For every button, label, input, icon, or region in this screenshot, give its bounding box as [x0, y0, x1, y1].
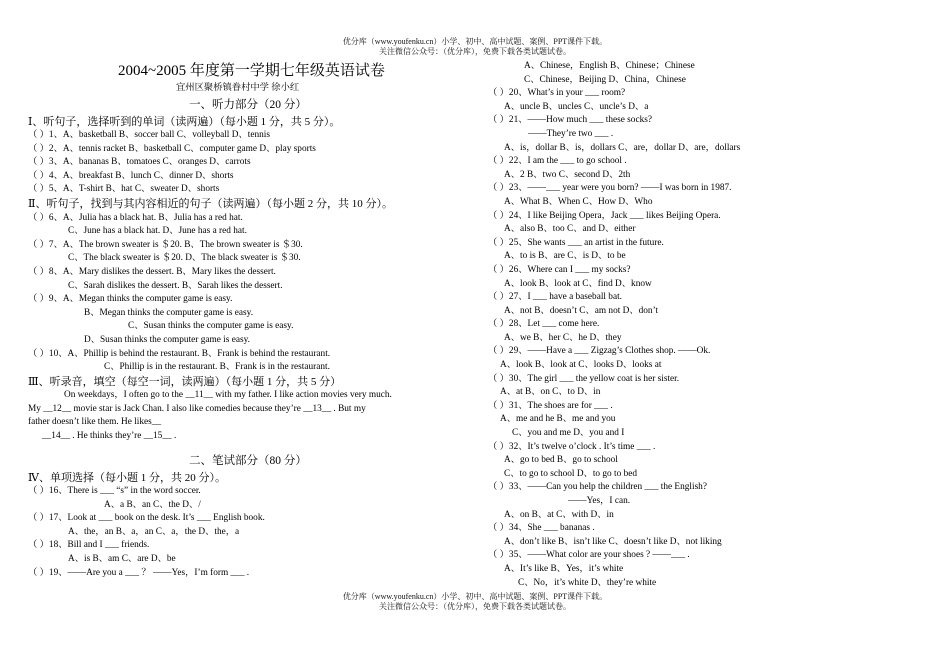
question-line: A、me and he B、me and you	[500, 414, 616, 425]
left-column	[28, 60, 468, 580]
question-line: （ ）10、A、Phillip is behind the restaurant. B、Frank is behind the restaurant.	[28, 348, 331, 359]
question-line: C、June has a black hat. D、June has a red hat.	[68, 226, 247, 237]
question-line: B、Megan thinks the computer game is easy.	[84, 307, 254, 318]
part-heading: Ⅳ、单项选择（每小题 1 分，共 20 分）。	[28, 471, 226, 484]
question-line: （ ）20、What’s in your ___ room?	[488, 88, 626, 99]
footer-line-1: 优分库（www.youfenku.cn）小学、初中、高中试题、案例、PPT课件下载。	[342, 592, 608, 601]
question-line: （ ）24、I like Beijing Opera，Jack ___ likes Beijing Opera.	[488, 210, 721, 221]
section-heading: 二、笔试部分（80 分）	[189, 454, 307, 467]
question-line: （ ）29、——Have a ___ Zigzag’s Clothes shop. ——Ok.	[488, 346, 711, 357]
question-line: （ ）33、——Can you help the children ___ the English?	[488, 482, 707, 493]
question-line: （ ）25、She wants ___ an artist in the future.	[488, 237, 664, 248]
question-line: （ ）27、I ___ have a baseball bat.	[488, 292, 622, 303]
question-line: C、Sarah dislikes the dessert. B、Sarah likes the dessert.	[68, 280, 283, 291]
question-line: （ ）9、A、Megan thinks the computer game is easy.	[28, 294, 233, 305]
question-line: （ ）22、I am the ___ to go school .	[488, 156, 627, 167]
question-line: A、the，an B、a，an C、a，the D、the，a	[68, 526, 240, 537]
question-line: （ ）8、A、Mary dislikes the dessert. B、Mary likes the dessert.	[28, 266, 276, 277]
question-line: C、Susan thinks the computer game is easy.	[128, 321, 294, 332]
question-line: （ ）31、The shoes are for ___ .	[488, 400, 613, 411]
question-line: （ ）4、A、breakfast B、lunch C、dinner D、shorts	[28, 170, 234, 181]
part-heading: Ⅲ、听录音，填空（每空一词，读两遍）（每小题 1 分，共 5 分）	[28, 375, 342, 388]
question-line: A、Chinese，English B、Chinese；Chinese	[524, 61, 695, 71]
question-line: （ ）21、——How much ___ these socks?	[488, 115, 652, 126]
question-line: C、Phillip is in the restaurant. B、Frank is in the restaurant.	[104, 362, 330, 373]
question-line: （ ）3、A、bananas B、tomatoes C、oranges D、carrots	[28, 157, 251, 168]
question-line: A、look B、look at C、find D、know	[504, 278, 652, 289]
question-line: （ ）1、A、basketball B、soccer ball C、volleyball D、tennis	[28, 130, 270, 141]
question-line: （ ）28、Let ___ come here.	[488, 319, 600, 330]
section-heading: 一、听力部分（20 分）	[189, 98, 307, 111]
question-line: ——They’re two ___ .	[528, 128, 614, 139]
question-line: （ ）2、A、tennis racket B、basketball C、computer game D、play sports	[28, 143, 316, 154]
part-heading: Ⅰ、听句子，选择听到的单词（读两遍）（每小题 1 分，共 5 分）。	[28, 115, 341, 128]
question-line: A、is B、am C、are D、be	[68, 554, 176, 565]
question-line: A、at B、on C、to D、in	[500, 387, 601, 398]
question-line: （ ）7、A、The brown sweater is ＄20. B、The brown sweater is ＄30.	[28, 239, 303, 250]
question-line: C、Chinese，Beijing D、China，Chinese	[524, 74, 686, 85]
question-line: C、No，it’s white D、they’re white	[518, 577, 657, 588]
question-line: ——Yes，I can.	[568, 496, 631, 506]
question-line: A、a B、an C、the D、/	[104, 499, 201, 510]
spacer	[28, 444, 468, 452]
question-line: A、uncle B、uncles C、uncle’s D、a	[504, 101, 649, 112]
footer-line-2: 关注微信公众号：（优分库），免费下载各类试题试卷。	[379, 602, 571, 611]
question-line: A、on B、at C、with D、in	[504, 509, 614, 520]
question-line: （ ）23、——___ year were you born? ——I was born in 1987.	[488, 183, 732, 194]
question-line: （ ）16、There is ___ “s” in the word soccer.	[28, 486, 201, 497]
header-line-2: 关注微信公众号：（优分库），免费下载各类试题试卷。	[379, 47, 571, 56]
question-line: （ ）19、——Are you a ___ ？ ——Yes，I’m form ___ .	[28, 567, 250, 578]
question-line: A、look B、look at C、looks D、looks at	[500, 360, 662, 371]
question-line: My __12__ movie star is Jack Chan. I also like comedies because they’re __13__ . But my	[28, 403, 366, 414]
question-line: D、Susan thinks the computer game is easy.	[84, 334, 250, 345]
question-line: C、you and me D、you and I	[512, 428, 625, 439]
question-line: A、It’s like B、Yes，it’s white	[504, 563, 624, 574]
question-line: （ ）5、A、T-shirt B、hat C、sweater D、shorts	[28, 184, 220, 195]
question-line: A、go to bed B、go to school	[504, 455, 618, 466]
question-line: A、also B、too C、and D、either	[504, 224, 636, 235]
question-line: （ ）26、Where can I ___ my socks?	[488, 264, 631, 275]
question-line: （ ）32、It’s twelve o’clock . It’s time ___ .	[488, 441, 656, 452]
question-line: A、not B、doesn’t C、am not D、don’t	[504, 305, 659, 316]
question-line: （ ）30、The girl ___ the yellow coat is her sister.	[488, 373, 680, 384]
question-line: （ ）35、——What color are your shoes ? ——___ .	[488, 550, 690, 561]
question-line: father doesn’t like them. He likes__	[28, 417, 162, 428]
header-line-1: 优分库（www.youfenku.cn）小学、初中、高中试题、案例、PPT课件下载。	[342, 37, 608, 46]
page-footer	[0, 592, 950, 612]
question-line: （ ）18、Bill and I ___ friends.	[28, 540, 150, 551]
question-line: （ ）17、Look at ___ book on the desk. It’s ___ English book.	[28, 513, 265, 524]
right-column	[488, 60, 928, 590]
question-line: On weekdays，I often go to the __11__ with my father. I like action movies very much.	[64, 390, 392, 401]
page-header	[0, 37, 950, 57]
question-line: （ ）6、A、Julia has a black hat. B、Julia has a red hat.	[28, 212, 243, 223]
question-line: （ ）34、She ___ bananas .	[488, 523, 595, 534]
question-line: A、2 B、two C、second D、2th	[504, 169, 631, 180]
question-line: A、is，dollar B、is，dollars C、are，dollar D、are，dollars	[504, 142, 741, 153]
question-line: A、to is B、are C、is D、to be	[504, 251, 626, 262]
author-line: 宜州区聚桥镇眷村中学 徐小红	[176, 83, 300, 93]
part-heading: Ⅱ、听句子，找到与其内容相近的句子（读两遍）（每小题 2 分，共 10 分）。	[28, 198, 393, 211]
question-line: C、The black sweater is ＄20. D、The black sweater is ＄30.	[68, 253, 301, 264]
question-line: C、to go to school D、to go to bed	[504, 468, 637, 479]
exam-title: 2004~2005 年度第一学期七年级英语试卷	[118, 63, 385, 79]
question-line: A、What B、When C、How D、Who	[504, 196, 653, 207]
question-line: A、don’t like B、isn’t like C、doesn’t like D、not liking	[504, 536, 722, 547]
question-line: __14__ . He thinks they’re __15__ .	[42, 430, 177, 441]
question-line: A、we B、her C、he D、they	[504, 332, 622, 343]
